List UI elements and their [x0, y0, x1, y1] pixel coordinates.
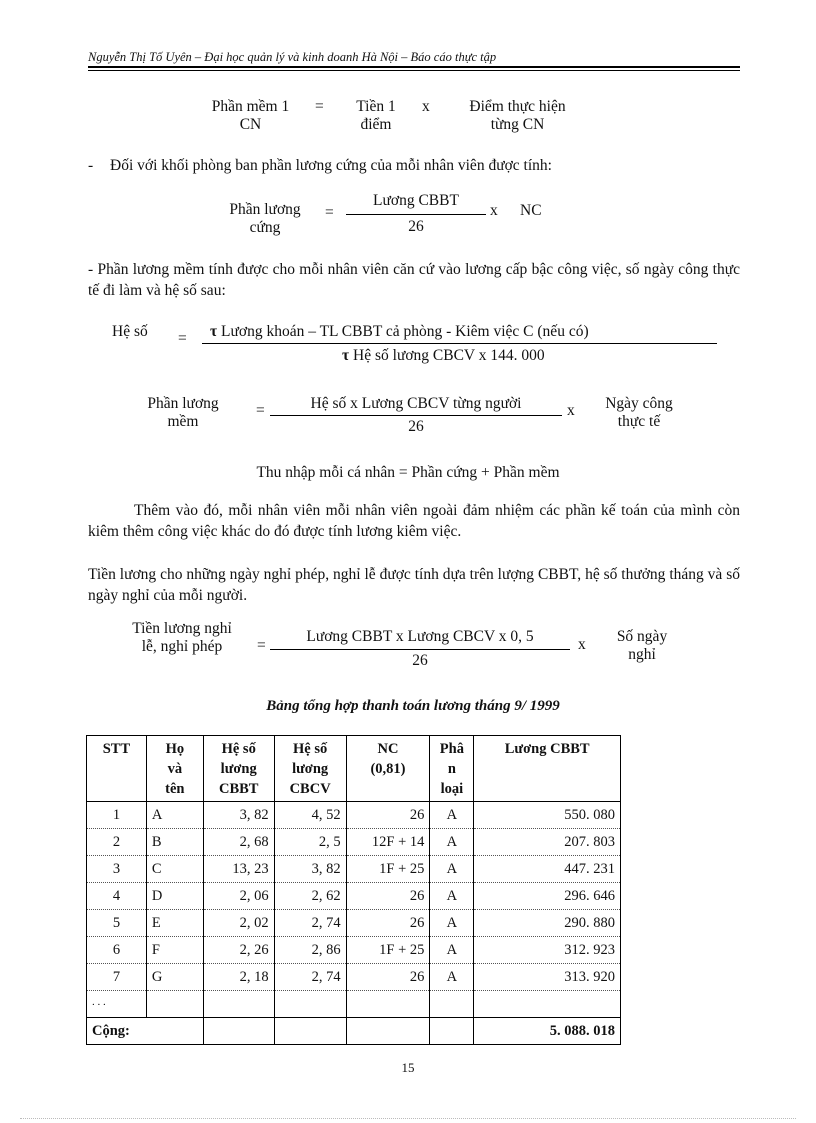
paragraph-nghi-phep: Tiền lương cho những ngày nghỉ phép, nghỉ lễ được tính dựa trên lượng CBBT, hệ số thưởng tháng và số ngày nghỉ của mỗi người.	[88, 566, 740, 604]
cell-ellipsis: . . .	[87, 991, 147, 1018]
formula4-fraction-bar	[270, 415, 562, 416]
formula4-rhs: Ngày công thực tế	[605, 395, 673, 430]
cell-stt: 2	[87, 829, 147, 856]
cell-hscbcv: 3, 82	[274, 856, 346, 883]
running-header: Nguyễn Thị Tố Uyên – Đại học quản lý và kinh doanh Hà Nội – Báo cáo thực tập	[88, 50, 497, 64]
formula6-fraction-bar	[270, 649, 570, 650]
table-row	[87, 937, 621, 964]
formula3-numerator: τ Lương khoán – TL CBBT cả phòng - Kiêm việc C (nếu có)	[210, 323, 589, 340]
formula4-lhs: Phần lương mềm	[147, 395, 219, 430]
cell-pl: A	[430, 883, 474, 910]
table-row	[87, 883, 621, 910]
cell-hscbbt: 2, 02	[203, 910, 274, 937]
formula1-mid: Tiền 1 điểm	[356, 98, 396, 133]
formula1-eq: =	[315, 98, 324, 115]
total-value: 5. 088. 018	[474, 1018, 621, 1045]
tau-symbol: τ	[342, 347, 350, 364]
cell-name: C	[146, 856, 203, 883]
header-nc: NC (0,81)	[346, 736, 430, 802]
cell-hscbcv: 2, 5	[274, 829, 346, 856]
cell-hscbbt: 2, 18	[203, 964, 274, 991]
cell-nc: 12F + 14	[346, 829, 430, 856]
header-phan-loai: Phâ n loại	[430, 736, 474, 802]
formula1-times: x	[422, 98, 430, 115]
formula6-times: x	[578, 636, 586, 653]
formula2-fraction-bar	[346, 214, 486, 215]
cell-nc: 26	[346, 964, 430, 991]
header-rule-thin	[88, 70, 740, 71]
cell-hscbbt: 13, 23	[203, 856, 274, 883]
cell-name: G	[146, 964, 203, 991]
formula6-eq: =	[257, 637, 266, 654]
formula4-denominator: 26	[408, 418, 424, 435]
table-row-ellipsis	[87, 991, 621, 1018]
table-row	[87, 964, 621, 991]
cell-hscbbt: 3, 82	[203, 802, 274, 829]
cell-hscbcv: 2, 74	[274, 964, 346, 991]
formula4-eq: =	[256, 402, 265, 419]
cell-luong: 312. 923	[474, 937, 621, 964]
cell-luong: 550. 080	[474, 802, 621, 829]
cell-stt: 6	[87, 937, 147, 964]
formula3-fraction-bar	[202, 343, 717, 344]
cell-name: E	[146, 910, 203, 937]
cell-hscbbt: 2, 06	[203, 883, 274, 910]
cell-pl: A	[430, 856, 474, 883]
header-luong-cbbt: Lương CBBT	[474, 736, 621, 802]
formula4-numerator: Hệ số x Lương CBCV từng người	[310, 395, 522, 412]
cell-name: F	[146, 937, 203, 964]
formula3-lhs: Hệ số	[112, 323, 148, 340]
cell-luong: 313. 920	[474, 964, 621, 991]
cell-nc: 1F + 25	[346, 937, 430, 964]
formula6-lhs: Tiền lương nghỉ lễ, nghỉ phép	[132, 620, 232, 655]
table-row	[87, 856, 621, 883]
cell-luong: 296. 646	[474, 883, 621, 910]
table-total-row	[87, 1018, 621, 1045]
cell-hscbcv: 2, 74	[274, 910, 346, 937]
table-header-row	[87, 736, 621, 802]
cell-stt: 3	[87, 856, 147, 883]
cell-stt: 4	[87, 883, 147, 910]
page-bottom-rule	[20, 1118, 796, 1119]
formula6-numerator: Lương CBBT x Lương CBCV x 0, 5	[306, 628, 534, 645]
header-ho-ten: Họ và tên	[146, 736, 203, 802]
bullet2-text: - Phần lương mềm tính được cho mỗi nhân viên căn cứ vào lương cấp bậc công việc, số ngày công thực tế đi làm và hệ số sau:	[88, 261, 740, 299]
page-number: 15	[401, 1060, 415, 1075]
cell-pl: A	[430, 964, 474, 991]
formula2-eq: =	[325, 204, 334, 221]
cell-pl: A	[430, 829, 474, 856]
cell-luong: 290. 880	[474, 910, 621, 937]
formula-thu-nhap: Thu nhập mỗi cá nhân = Phần cứng + Phần mềm	[256, 464, 560, 481]
header-rule-thick	[88, 66, 740, 68]
cell-luong: 207. 803	[474, 829, 621, 856]
header-stt: STT	[87, 736, 147, 802]
cell-pl: A	[430, 937, 474, 964]
cell-hscbcv: 4, 52	[274, 802, 346, 829]
cell-pl: A	[430, 910, 474, 937]
formula2-lhs: Phần lương cứng	[229, 201, 301, 236]
formula2-times: x	[490, 202, 498, 219]
salary-table	[86, 735, 621, 1045]
cell-stt: 7	[87, 964, 147, 991]
formula3-denominator: τ Hệ số lương CBCV x 144. 000	[342, 347, 545, 364]
cell-hscbbt: 2, 68	[203, 829, 274, 856]
cell-stt: 1	[87, 802, 147, 829]
tau-symbol: τ	[210, 323, 218, 340]
header-he-so-cbcv: Hệ số lương CBCV	[274, 736, 346, 802]
cell-stt: 5	[87, 910, 147, 937]
cell-nc: 1F + 25	[346, 856, 430, 883]
formula1-lhs: Phần mềm 1 CN	[211, 98, 290, 133]
bullet1-text: Đối với khối phòng ban phần lương cứng của mỗi nhân viên được tính:	[110, 157, 552, 174]
table-row	[87, 910, 621, 937]
formula6-denominator: 26	[412, 652, 428, 669]
formula3-eq: =	[178, 330, 187, 347]
table-row	[87, 829, 621, 856]
total-label: Cộng:	[87, 1018, 204, 1045]
formula2-rhs: NC	[520, 202, 542, 219]
formula2-numerator: Lương CBBT	[373, 192, 459, 209]
paragraph-kiem-viec: Thêm vào đó, mỗi nhân viên mỗi nhân viên ngoài đảm nhiệm các phần kế toán của mình còn kiêm thêm công việc khác do đó được tính lương kiêm việc.	[88, 502, 740, 540]
formula1-rhs: Điểm thực hiện từng CN	[469, 98, 566, 133]
cell-nc: 26	[346, 802, 430, 829]
formula2-denominator: 26	[408, 218, 424, 235]
header-he-so-cbbt: Hệ số lương CBBT	[203, 736, 274, 802]
cell-hscbcv: 2, 86	[274, 937, 346, 964]
bullet1-dash: -	[88, 157, 94, 174]
formula4-times: x	[567, 402, 575, 419]
cell-name: B	[146, 829, 203, 856]
cell-pl: A	[430, 802, 474, 829]
cell-name: A	[146, 802, 203, 829]
cell-nc: 26	[346, 910, 430, 937]
cell-hscbbt: 2, 26	[203, 937, 274, 964]
table-caption: Bảng tổng hợp thanh toán lương tháng 9/ 1999	[266, 698, 560, 714]
table-row	[87, 802, 621, 829]
cell-hscbcv: 2, 62	[274, 883, 346, 910]
formula6-rhs: Số ngày nghỉ	[616, 628, 668, 663]
cell-name: D	[146, 883, 203, 910]
cell-luong: 447. 231	[474, 856, 621, 883]
cell-nc: 26	[346, 883, 430, 910]
